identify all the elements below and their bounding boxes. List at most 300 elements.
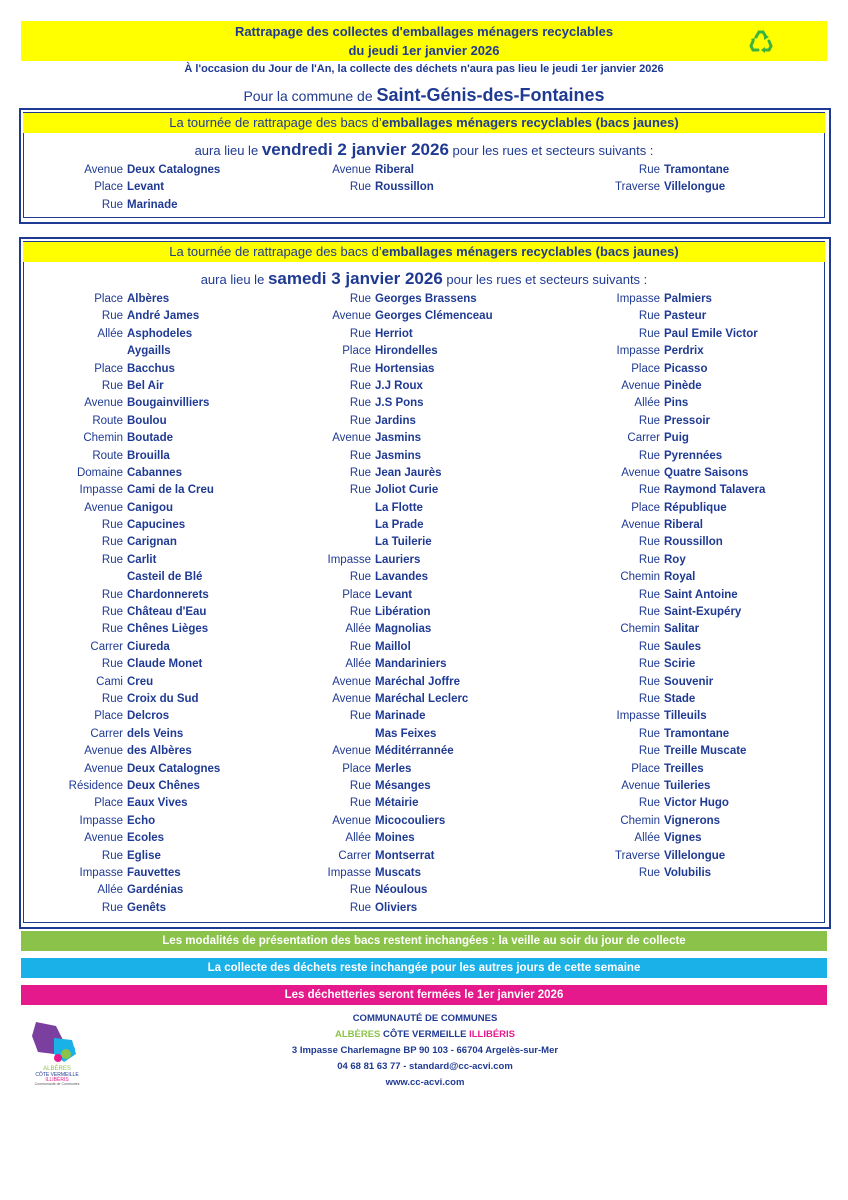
street-row: [558, 162, 798, 179]
street-row: [21, 361, 261, 378]
street-row: [269, 761, 509, 778]
street-row: [269, 482, 509, 499]
street-row: [558, 604, 798, 621]
street-type: Avenue: [332, 432, 371, 445]
street-name: Royal: [664, 571, 696, 584]
street-type: Rue: [349, 181, 371, 194]
section1-title-prefix: La tournée de rattrapage des bacs d’: [169, 115, 382, 130]
commune-prefix: Pour la commune de: [243, 88, 373, 104]
street-name: Méditérrannée: [375, 745, 454, 758]
logo-text-2: CÔTE VERMEILLE: [35, 1072, 79, 1078]
street-row: [21, 308, 261, 325]
street-type: Avenue: [621, 379, 660, 392]
street-row: [269, 395, 509, 412]
street-name: Hortensias: [375, 362, 435, 375]
logo-text-1: ALBÈRES: [43, 1066, 71, 1072]
street-name: Jasmins: [375, 449, 422, 462]
street-type: Rue: [349, 797, 371, 810]
street-name: Vignes: [664, 832, 702, 845]
street-type: Impasse: [616, 345, 660, 358]
street-name: Saules: [664, 640, 702, 653]
street-name: Tramontane: [664, 164, 730, 176]
footer-org-line: COMMUNAUTÉ DE COMMUNES: [352, 1013, 498, 1024]
street-row: [21, 291, 261, 308]
street-type: Chemin: [620, 623, 660, 636]
street-row: [21, 830, 261, 847]
street-type: Carrer: [90, 640, 123, 653]
street-type: Route: [92, 449, 123, 462]
street-name: Eaux Vives: [127, 797, 188, 810]
street-row: [21, 674, 261, 691]
street-type: Carrer: [338, 849, 371, 862]
street-type: Rue: [349, 414, 371, 427]
street-type: Avenue: [84, 745, 123, 758]
street-name: Hirondelles: [375, 345, 438, 358]
street-name: Perdrix: [664, 345, 704, 358]
street-name: Levant: [127, 181, 165, 194]
street-row: [21, 517, 261, 534]
street-name: Cami de la Creu: [127, 484, 214, 497]
street-row: [269, 534, 509, 551]
street-type: Impasse: [327, 866, 371, 879]
section1-column-1: [21, 162, 261, 214]
street-row: [558, 465, 798, 482]
logo-text-3: ILLIBÉRIS: [45, 1077, 69, 1083]
street-type: Allée: [345, 623, 371, 636]
street-name: Chênes Lièges: [127, 623, 209, 636]
street-name: Maréchal Joffre: [375, 675, 461, 688]
street-type: Place: [342, 345, 371, 358]
section2-title-bold: emballages ménagers recyclables (bacs jaunes): [381, 244, 679, 259]
street-type: Rue: [349, 484, 371, 497]
street-name: Paul Emile Victor: [664, 327, 758, 340]
street-name: Echo: [127, 814, 156, 827]
street-name: Aygaills: [127, 345, 171, 358]
street-type: Avenue: [621, 519, 660, 532]
street-row: [558, 761, 798, 778]
street-row: [21, 395, 261, 412]
street-type: Place: [342, 588, 371, 601]
section2-date-line: [21, 269, 827, 289]
street-row: [558, 865, 798, 882]
street-type: Rue: [638, 414, 660, 427]
street-type: Rue: [101, 310, 123, 323]
street-row: [21, 482, 261, 499]
street-type: Rue: [349, 379, 371, 392]
street-row: [558, 778, 798, 795]
street-name: Quatre Saisons: [664, 466, 749, 479]
street-name: La Prade: [375, 519, 424, 532]
street-row: [558, 291, 798, 308]
street-type: Avenue: [332, 164, 371, 176]
street-name: J.S Pons: [375, 397, 424, 410]
street-row: [21, 656, 261, 673]
street-name: Maréchal Leclerc: [375, 692, 469, 705]
street-name: Moines: [375, 832, 415, 845]
street-name: Levant: [375, 588, 413, 601]
street-type: Résidence: [68, 779, 123, 792]
street-name: Vignerons: [664, 814, 721, 827]
street-name: Carignan: [127, 536, 177, 549]
street-row: [269, 726, 509, 743]
street-row: [21, 587, 261, 604]
street-row: [269, 621, 509, 638]
commune-line: [21, 85, 827, 106]
street-row: [21, 179, 261, 196]
street-type: Rue: [349, 884, 371, 897]
street-row: [21, 813, 261, 830]
street-type: Route: [92, 414, 123, 427]
header-banner: [21, 21, 827, 61]
street-row: [558, 656, 798, 673]
street-row: [21, 500, 261, 517]
street-type: Traverse: [615, 181, 660, 194]
street-name: Lauriers: [375, 553, 421, 566]
street-type: Rue: [638, 866, 660, 879]
street-type: Avenue: [84, 501, 123, 514]
footer-contact[interactable]: 04 68 81 63 77 - standard@cc-acvi.com: [337, 1061, 513, 1072]
street-type: Place: [94, 362, 123, 375]
street-name: Montserrat: [375, 849, 435, 862]
street-row: [269, 552, 509, 569]
street-name: Salitar: [664, 623, 700, 636]
street-type: Place: [631, 362, 660, 375]
street-type: Rue: [349, 293, 371, 305]
street-row: [21, 900, 261, 917]
street-name: Saint-Exupéry: [664, 606, 742, 619]
street-name: Riberal: [375, 164, 414, 176]
street-row: [21, 848, 261, 865]
section1-title-bold: emballages ménagers recyclables (bacs jaunes): [381, 115, 679, 130]
street-name: Georges Clémenceau: [375, 310, 493, 323]
street-name: Marinade: [127, 198, 178, 211]
occasion-notice: À l'occasion du Jour de l'An, la collecte des déchets n'aura pas lieu le jeudi 1er janvier 2026: [184, 63, 664, 75]
street-name: Maillol: [375, 640, 411, 653]
street-name: Mandariniers: [375, 658, 447, 671]
street-type: Impasse: [79, 814, 123, 827]
street-name: Micocouliers: [375, 814, 446, 827]
street-type: Rue: [638, 327, 660, 340]
street-name: Saint Antoine: [664, 588, 738, 601]
section1-column-2: [269, 162, 509, 197]
street-type: Allée: [345, 832, 371, 845]
street-type: Cami: [96, 675, 123, 688]
street-row: [558, 378, 798, 395]
street-name: Bel Air: [127, 379, 164, 392]
street-name: Mas Feixes: [375, 727, 437, 740]
street-name: Muscats: [375, 866, 422, 879]
street-row: [21, 726, 261, 743]
street-row: [558, 500, 798, 517]
street-type: Avenue: [84, 762, 123, 775]
street-type: Avenue: [332, 814, 371, 827]
street-row: [269, 500, 509, 517]
street-row: [269, 778, 509, 795]
street-type: Rue: [638, 692, 660, 705]
street-name: Jean Jaurès: [375, 466, 442, 479]
street-type: Rue: [638, 727, 660, 740]
street-name: Gardénias: [127, 884, 184, 897]
street-type: Avenue: [332, 675, 371, 688]
street-row: [558, 674, 798, 691]
street-name: Treille Muscate: [664, 745, 747, 758]
section2-date-prefix: aura lieu le: [200, 272, 265, 287]
street-row: [21, 448, 261, 465]
street-row: [558, 743, 798, 760]
street-row: [558, 326, 798, 343]
street-type: Chemin: [620, 571, 660, 584]
section1-column-3: [558, 162, 798, 197]
street-row: [558, 413, 798, 430]
street-type: Rue: [349, 901, 371, 914]
section2-column-2: [269, 291, 509, 917]
street-row: [558, 726, 798, 743]
street-name: La Tuilerie: [375, 536, 432, 549]
street-name: Ciureda: [127, 640, 170, 653]
street-row: [269, 865, 509, 882]
street-name: Deux Chênes: [127, 779, 200, 792]
street-type: Allée: [97, 327, 123, 340]
street-type: Rue: [638, 606, 660, 619]
street-row: [269, 465, 509, 482]
street-type: Rue: [349, 710, 371, 723]
street-row: [269, 830, 509, 847]
street-type: Rue: [101, 692, 123, 705]
street-row: [558, 179, 798, 196]
street-type: Impasse: [327, 553, 371, 566]
street-row: [558, 587, 798, 604]
street-row: [21, 552, 261, 569]
street-name: Creu: [127, 675, 154, 688]
street-name: Pyrennées: [664, 449, 723, 462]
street-row: [558, 621, 798, 638]
street-type: Rue: [638, 745, 660, 758]
footer-brand-part2: CÔTE VERMEILLE: [383, 1029, 467, 1040]
street-row: [21, 761, 261, 778]
cc-acvi-logo: [26, 1014, 88, 1086]
street-row: [21, 343, 261, 360]
street-name: Riberal: [664, 519, 703, 532]
street-name: Eglise: [127, 849, 161, 862]
street-type: Allée: [345, 658, 371, 671]
street-type: Rue: [101, 901, 123, 914]
street-name: Herriot: [375, 327, 413, 340]
street-row: [269, 413, 509, 430]
street-type: Impasse: [79, 484, 123, 497]
street-type: Rue: [101, 606, 123, 619]
section2-column-1: [21, 291, 261, 917]
street-name: Georges Brassens: [375, 293, 477, 305]
street-name: Bacchus: [127, 362, 175, 375]
street-name: La Flotte: [375, 501, 423, 514]
street-type: Rue: [101, 519, 123, 532]
street-type: Place: [94, 710, 123, 723]
street-row: [558, 708, 798, 725]
street-row: [558, 795, 798, 812]
street-name: Villelongue: [664, 849, 726, 862]
footer-address: 3 Impasse Charlemagne BP 90 103 - 66704 Argelès-sur-Mer: [291, 1045, 559, 1056]
street-type: Rue: [638, 164, 660, 176]
street-name: Capucines: [127, 519, 186, 532]
street-type: Rue: [101, 658, 123, 671]
street-name: Cabannes: [127, 466, 182, 479]
street-name: Boulou: [127, 414, 167, 427]
street-type: Place: [631, 762, 660, 775]
street-name: Tramontane: [664, 727, 730, 740]
street-row: [21, 708, 261, 725]
street-name: Canigou: [127, 501, 173, 514]
street-type: Impasse: [79, 866, 123, 879]
street-name: Pins: [664, 397, 689, 410]
street-row: [21, 162, 261, 179]
section2-title: [23, 242, 825, 262]
street-name: Volubilis: [664, 866, 712, 879]
street-name: Fauvettes: [127, 866, 181, 879]
street-type: Rue: [638, 310, 660, 323]
street-row: [269, 813, 509, 830]
street-type: Avenue: [84, 164, 123, 176]
street-name: Stade: [664, 692, 696, 705]
street-name: Ecoles: [127, 832, 165, 845]
street-row: [558, 361, 798, 378]
street-type: Avenue: [332, 745, 371, 758]
street-row: [558, 534, 798, 551]
street-name: Scirie: [664, 658, 696, 671]
street-name: Casteil de Blé: [127, 571, 203, 584]
logo-text-4: Communauté de Communes: [34, 1082, 80, 1086]
commune-name: Saint-Génis-des-Fontaines: [376, 85, 605, 105]
street-type: Place: [631, 501, 660, 514]
street-name: Asphodeles: [127, 327, 193, 340]
street-row: [269, 291, 509, 308]
section1-date: vendredi 2 janvier 2026: [261, 140, 449, 159]
street-type: Rue: [638, 536, 660, 549]
section1-date-prefix: aura lieu le: [194, 143, 259, 158]
street-name: Oliviers: [375, 901, 418, 914]
street-name: Deux Catalognes: [127, 762, 221, 775]
street-type: Rue: [349, 466, 371, 479]
header-title-line2: du jeudi 1er janvier 2026: [348, 43, 500, 58]
street-row: [21, 621, 261, 638]
street-type: Rue: [101, 198, 123, 211]
street-row: [21, 430, 261, 447]
street-type: Rue: [638, 484, 660, 497]
street-type: Avenue: [621, 779, 660, 792]
street-name: Claude Monet: [127, 658, 203, 671]
street-row: [21, 197, 261, 214]
street-row: [269, 656, 509, 673]
section1-date-suffix: pour les rues et secteurs suivants :: [452, 143, 654, 158]
street-name: Pressoir: [664, 414, 711, 427]
street-type: Impasse: [616, 710, 660, 723]
street-name: Château d'Eau: [127, 606, 207, 619]
street-name: André James: [127, 310, 200, 323]
street-row: [269, 691, 509, 708]
street-name: Boutade: [127, 432, 173, 445]
street-row: [269, 326, 509, 343]
street-row: [269, 343, 509, 360]
street-type: Chemin: [620, 814, 660, 827]
street-row: [269, 900, 509, 917]
street-name: Roussillon: [664, 536, 723, 549]
street-name: Jasmins: [375, 432, 422, 445]
street-type: Carrer: [627, 432, 660, 445]
street-row: [269, 308, 509, 325]
street-row: [21, 778, 261, 795]
street-type: Avenue: [84, 397, 123, 410]
section2-date-suffix: pour les rues et secteurs suivants :: [446, 272, 648, 287]
street-name: Bougainvilliers: [127, 397, 210, 410]
footer-website-link[interactable]: www.cc-acvi.com: [385, 1077, 465, 1088]
street-type: Rue: [349, 571, 371, 584]
street-row: [558, 395, 798, 412]
street-name: Albères: [127, 293, 170, 305]
street-type: Rue: [349, 779, 371, 792]
street-type: Rue: [101, 553, 123, 566]
street-type: Rue: [349, 327, 371, 340]
street-row: [558, 830, 798, 847]
street-name: Joliot Curie: [375, 484, 439, 497]
street-name: Tilleuils: [664, 710, 707, 723]
street-name: Genêts: [127, 901, 166, 914]
street-row: [269, 674, 509, 691]
band-dechetteries: Les déchetteries seront fermées le 1er janvier 2026: [21, 985, 827, 1005]
street-row: [269, 361, 509, 378]
street-name: dels Veins: [127, 727, 184, 740]
street-name: Puig: [664, 432, 689, 445]
street-type: Rue: [638, 797, 660, 810]
street-type: Rue: [349, 397, 371, 410]
street-type: Impasse: [616, 293, 660, 305]
street-row: [558, 848, 798, 865]
street-name: Croix du Sud: [127, 692, 199, 705]
street-row: [558, 691, 798, 708]
street-type: Place: [342, 762, 371, 775]
footer-brand-part1: ALBÈRES: [334, 1029, 381, 1040]
street-row: [21, 691, 261, 708]
street-row: [21, 569, 261, 586]
street-row: [269, 378, 509, 395]
street-row: [269, 639, 509, 656]
street-row: [558, 569, 798, 586]
street-row: [269, 162, 509, 179]
recycle-icon: [747, 28, 775, 56]
street-name: Raymond Talavera: [664, 484, 766, 497]
street-type: Rue: [349, 606, 371, 619]
street-row: [269, 587, 509, 604]
street-row: [21, 378, 261, 395]
street-row: [21, 865, 261, 882]
street-row: [558, 343, 798, 360]
street-type: Rue: [638, 675, 660, 688]
street-name: Picasso: [664, 362, 708, 375]
street-name: Lavandes: [375, 571, 429, 584]
street-type: Chemin: [83, 432, 123, 445]
street-row: [558, 430, 798, 447]
street-row: [269, 517, 509, 534]
street-name: Néoulous: [375, 884, 428, 897]
street-type: Rue: [101, 379, 123, 392]
street-row: [558, 482, 798, 499]
street-type: Avenue: [621, 466, 660, 479]
street-row: [558, 552, 798, 569]
street-name: Tuileries: [664, 779, 711, 792]
street-row: [269, 569, 509, 586]
street-name: Souvenir: [664, 675, 714, 688]
street-type: Avenue: [332, 692, 371, 705]
street-type: Rue: [349, 362, 371, 375]
street-name: Roy: [664, 553, 686, 566]
